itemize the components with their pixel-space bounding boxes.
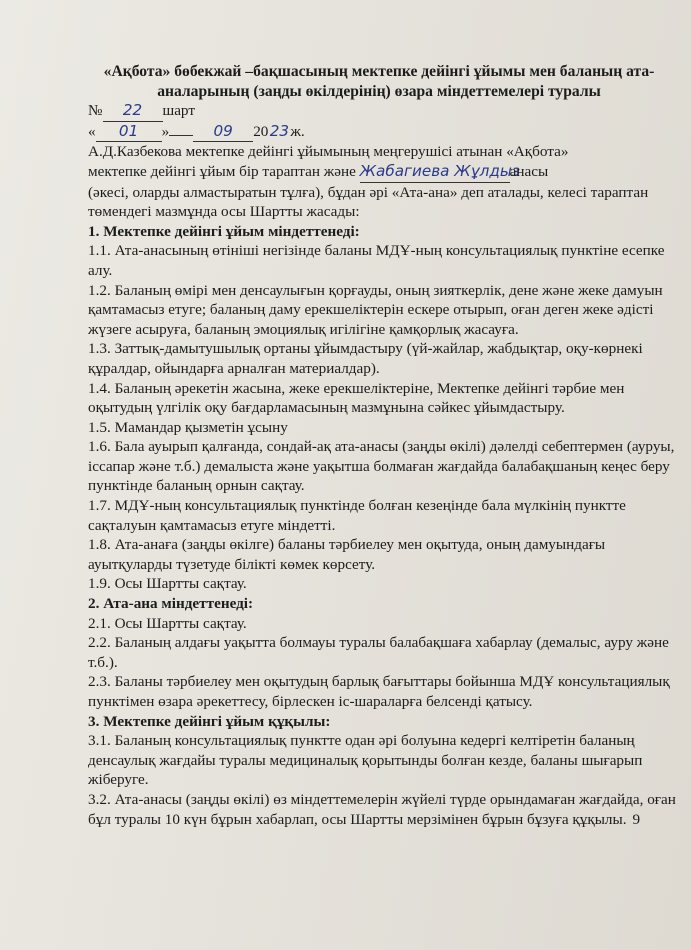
intro-line-1: А.Д.Казбекова мектепке дейінгі ұйымының меңгерушісі атынан «Ақбота» [88,143,569,161]
intro-rest: (әкесі, оларды алмастыратын тұлға), бұдан әрі «Ата-ана» деп аталады, келесі тараптан төмендегі мазмұнда осы Шартты жасады: [88,183,649,221]
clause-1-1: 1.1. Ата-анасының өтініші негізінде баланы МДҰ-ның консультациялық пунктіне есепке алу. [88,242,665,279]
section-1-heading: 1. Мектепке дейінгі ұйым міндеттенеді: [88,222,360,240]
page-number: 9 [632,810,641,828]
document-title: «Ақбота» бөбекжай –бақшасының мектепке дейінгі ұйымы мен баланың ата-аналарының (заңды өкілдерінің) өзара міндеттемелері туралы [103,63,655,100]
clause-3-2-text: 3.2. Ата-анасы (заңды өкілі) өз міндеттемелерін жүйелі түрде орындамаған жағдайда, оған бұл туралы 10 күн бұрын хабарлап, осы Шартты мерзімінен бұрын бұзуға құқылы. [88,790,676,828]
date-day-handwritten: 01 [96,122,162,143]
intro-line-2-text: мектепке дейінгі ұйым бір тараптан және [88,162,356,180]
contract-word: шарт [162,102,195,120]
date-month-handwritten: 09 [193,122,253,143]
quote-open: « [88,122,96,140]
clause-2-2: 2.2. Баланың алдағы уақытта болмауы туралы балабақшаға хабарлау (демалыс, ауру және т.б.). [88,634,669,671]
clause-1-4: 1.4. Баланың әрекетін жасына, жеке ерекшеліктеріне, Мектепке дейінгі тәрбие мен оқытудың үлгілік оқу бағдарламасының мазмұнына сәйкес ұйымдастыру. [88,379,625,417]
clause-1-9: 1.9. Осы Шартты сақтау. [88,575,247,593]
contract-number-handwritten: 22 [103,101,163,122]
clause-1-3: 1.3. Заттық-дамытушылық ортаны ұйымдастыру (үй-жайлар, жабдықтар, оқу-көрнекі құралдар, ойындарға арналған материалдар). [88,340,643,377]
clause-1-8: 1.8. Ата-анаға (заңды өкілге) баланы тәрбиелеу мен оқытуда, оның дамуындағы ауытқуларды түзетуде білікті көмек көрсету. [88,536,606,573]
clause-1-5: 1.5. Мамандар қызметін ұсыну [88,418,288,436]
contract-number-line [88,101,678,122]
intro-line-2 [88,162,678,183]
clause-1-6: 1.6. Бала ауырып қалғанда, сондай-ақ ата-анасы (заңды өкілі) дәлелді себептермен (ауруы, іссапар және т.б.) демалыста және уақытша болмаған жағдайда балабақшаның кеңес беру пунктінде баланың орнын сақтау. [88,438,675,495]
contract-date-line [88,122,678,143]
date-year-prefix: 20 [253,122,269,140]
quote-close: » [161,122,170,140]
date-year-handwritten: 23 [269,121,290,140]
intro-mother-word: анасы [509,162,549,180]
clause-1-7: 1.7. МДҰ-ның консультациялық пунктінде болған кезеңінде бала мүлкінің пунктте сақталуын қамтамасыз етуге міндетті. [88,497,626,534]
clause-3-1: 3.1. Баланың консультациялық пунктте одан әрі болуына кедергі келтіретін баланың денсаулық жағдайы туралы медициналық қорытынды болған кезде, баланы шығарып жіберуге. [88,732,643,789]
date-year-suffix: ж. [290,122,305,140]
number-sign: № [88,102,103,120]
clause-2-3: 2.3. Баланы тәрбиелеу мен оқытудың барлық бағыттары бойынша МДҰ консультациялық пунктімен өзара әрекеттесу, бірлескен іс-шараларға белсенді қатысу. [88,673,670,710]
clause-1-2: 1.2. Баланың өмірі мен денсаулығын қорғауды, оның зияткерлік, дене және жеке дамуын қамтамасыз етуге; баланың даму ерекшеліктерін ескере отырып, оған деген жеке әдісті жүзеге асыруға, баланың эмоциялық игілігіне қамқорлық жасауға. [88,281,663,338]
clause-3-2 [88,790,678,829]
parent-name-handwritten: Жабагиева Жұлдыз [360,162,510,183]
clause-2-1: 2.1. Осы Шартты сақтау. [88,614,247,632]
section-2-heading: 2. Ата-ана міндеттенеді: [88,595,254,613]
section-3-heading: 3. Мектепке дейінгі ұйым құқылы: [88,712,331,730]
date-blank [169,135,193,136]
document-body [88,62,678,829]
